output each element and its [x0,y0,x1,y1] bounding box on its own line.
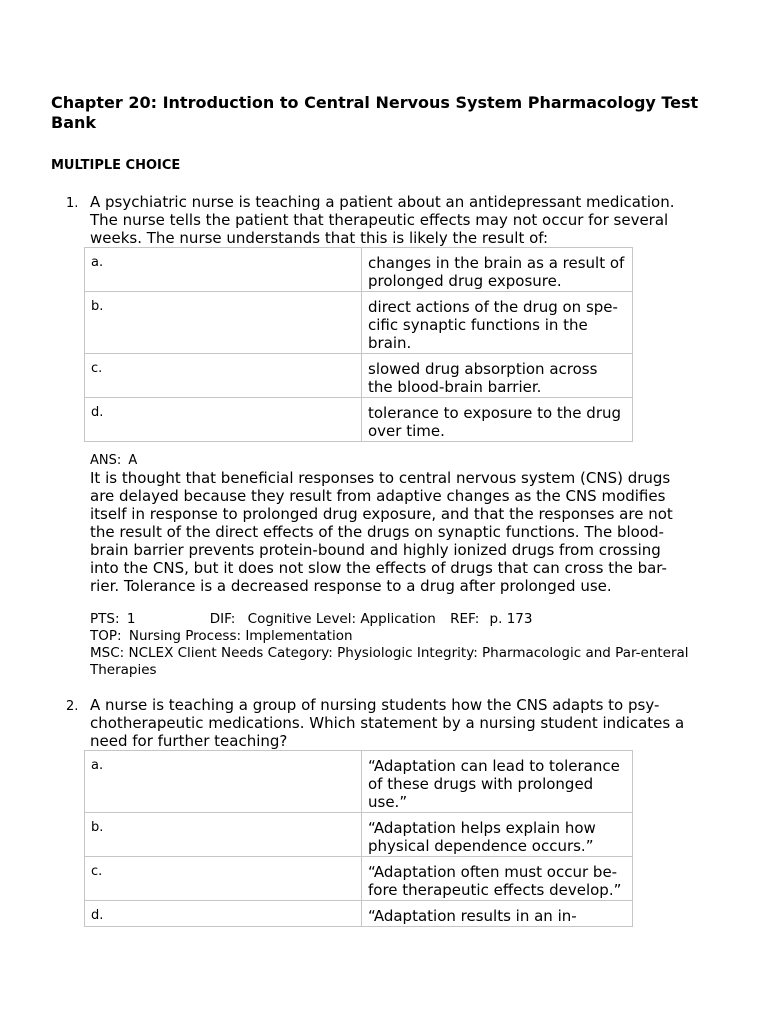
ref-value: p. 173 [489,611,533,627]
question-2-stem: A nurse is teaching a group of nursing students how the CNS adapts to psy-chotherapeutic medications. Which statement by a nursing student indicates a need for further teaching? [90,696,685,750]
option-letter: d. [85,398,362,442]
option-letter: a. [85,751,362,813]
msc-value: NCLEX Client Needs Category: Physiologic Integrity: Pharmacologic and Par-enteral Therapies [90,645,689,678]
dif-label: DIF: [209,611,236,627]
option-text: “Adaptation often must occur be-fore therapeutic effects develop.” [362,857,633,901]
pts-value: 1 [126,611,136,627]
top-value: Nursing Process: Implementation [128,628,353,644]
question-2-number: 2. [66,699,79,714]
option-row[interactable] [85,354,633,398]
option-letter: a. [85,248,362,292]
answer-line [90,453,137,468]
question-1-stem: A psychiatric nurse is teaching a patient about an antidepressant medication. The nurse tells the patient that therapeutic effects may not occur for several weeks. The nurse understands that this is likely the result of: [90,193,675,247]
question-1-options-table [84,247,633,442]
option-text: slowed drug absorption across the blood-brain barrier. [362,354,633,398]
msc-label: MSC: [90,645,125,661]
option-row[interactable] [85,751,633,813]
option-row[interactable] [85,813,633,857]
option-text: changes in the brain as a result of prolonged drug exposure. [362,248,633,292]
option-letter: c. [85,354,362,398]
option-letter: c. [85,857,362,901]
option-row[interactable] [85,901,633,927]
pts-label: PTS: [90,611,120,627]
dif-value: Cognitive Level: Application [247,611,436,627]
option-row[interactable] [85,857,633,901]
answer-label: ANS: [90,453,122,468]
option-letter: d. [85,901,362,927]
answer-value: A [128,453,138,468]
top-label: TOP: [90,628,122,644]
option-row[interactable] [85,292,633,354]
option-text: direct actions of the drug on spe-cific synaptic functions in the brain. [362,292,633,354]
option-text: “Adaptation results in an in- [362,901,633,927]
option-text: “Adaptation can lead to tolerance of these drugs with prolonged use.” [362,751,633,813]
option-text: tolerance to exposure to the drug over time. [362,398,633,442]
ref-label: REF: [450,611,480,627]
option-letter: b. [85,292,362,354]
option-text: “Adaptation helps explain how physical dependence occurs.” [362,813,633,857]
option-row[interactable] [85,248,633,292]
question-2-options-table [84,750,633,927]
option-row[interactable] [85,398,633,442]
question-1-number: 1. [66,196,79,211]
answer-rationale: It is thought that beneficial responses to central nervous system (CNS) drugs are delayed because they result from adaptive changes as the CNS modifies itself in response to prolonged drug exposure, and that the responses are not the result of the direct effects of the drugs on synaptic functions. The blood-brain barrier prevents protein-bound and highly ionized drugs from crossing into the CNS, but it does not slow the effects of drugs that can cross the bar-rier. Tolerance is a decreased response to a drug after prolonged use. [90,469,673,595]
question-1-metadata [90,611,690,679]
section-heading: MULTIPLE CHOICE [51,158,181,173]
option-letter: b. [85,813,362,857]
page-title: Chapter 20: Introduction to Central Nervous System Pharmacology Test Bank [51,93,699,132]
